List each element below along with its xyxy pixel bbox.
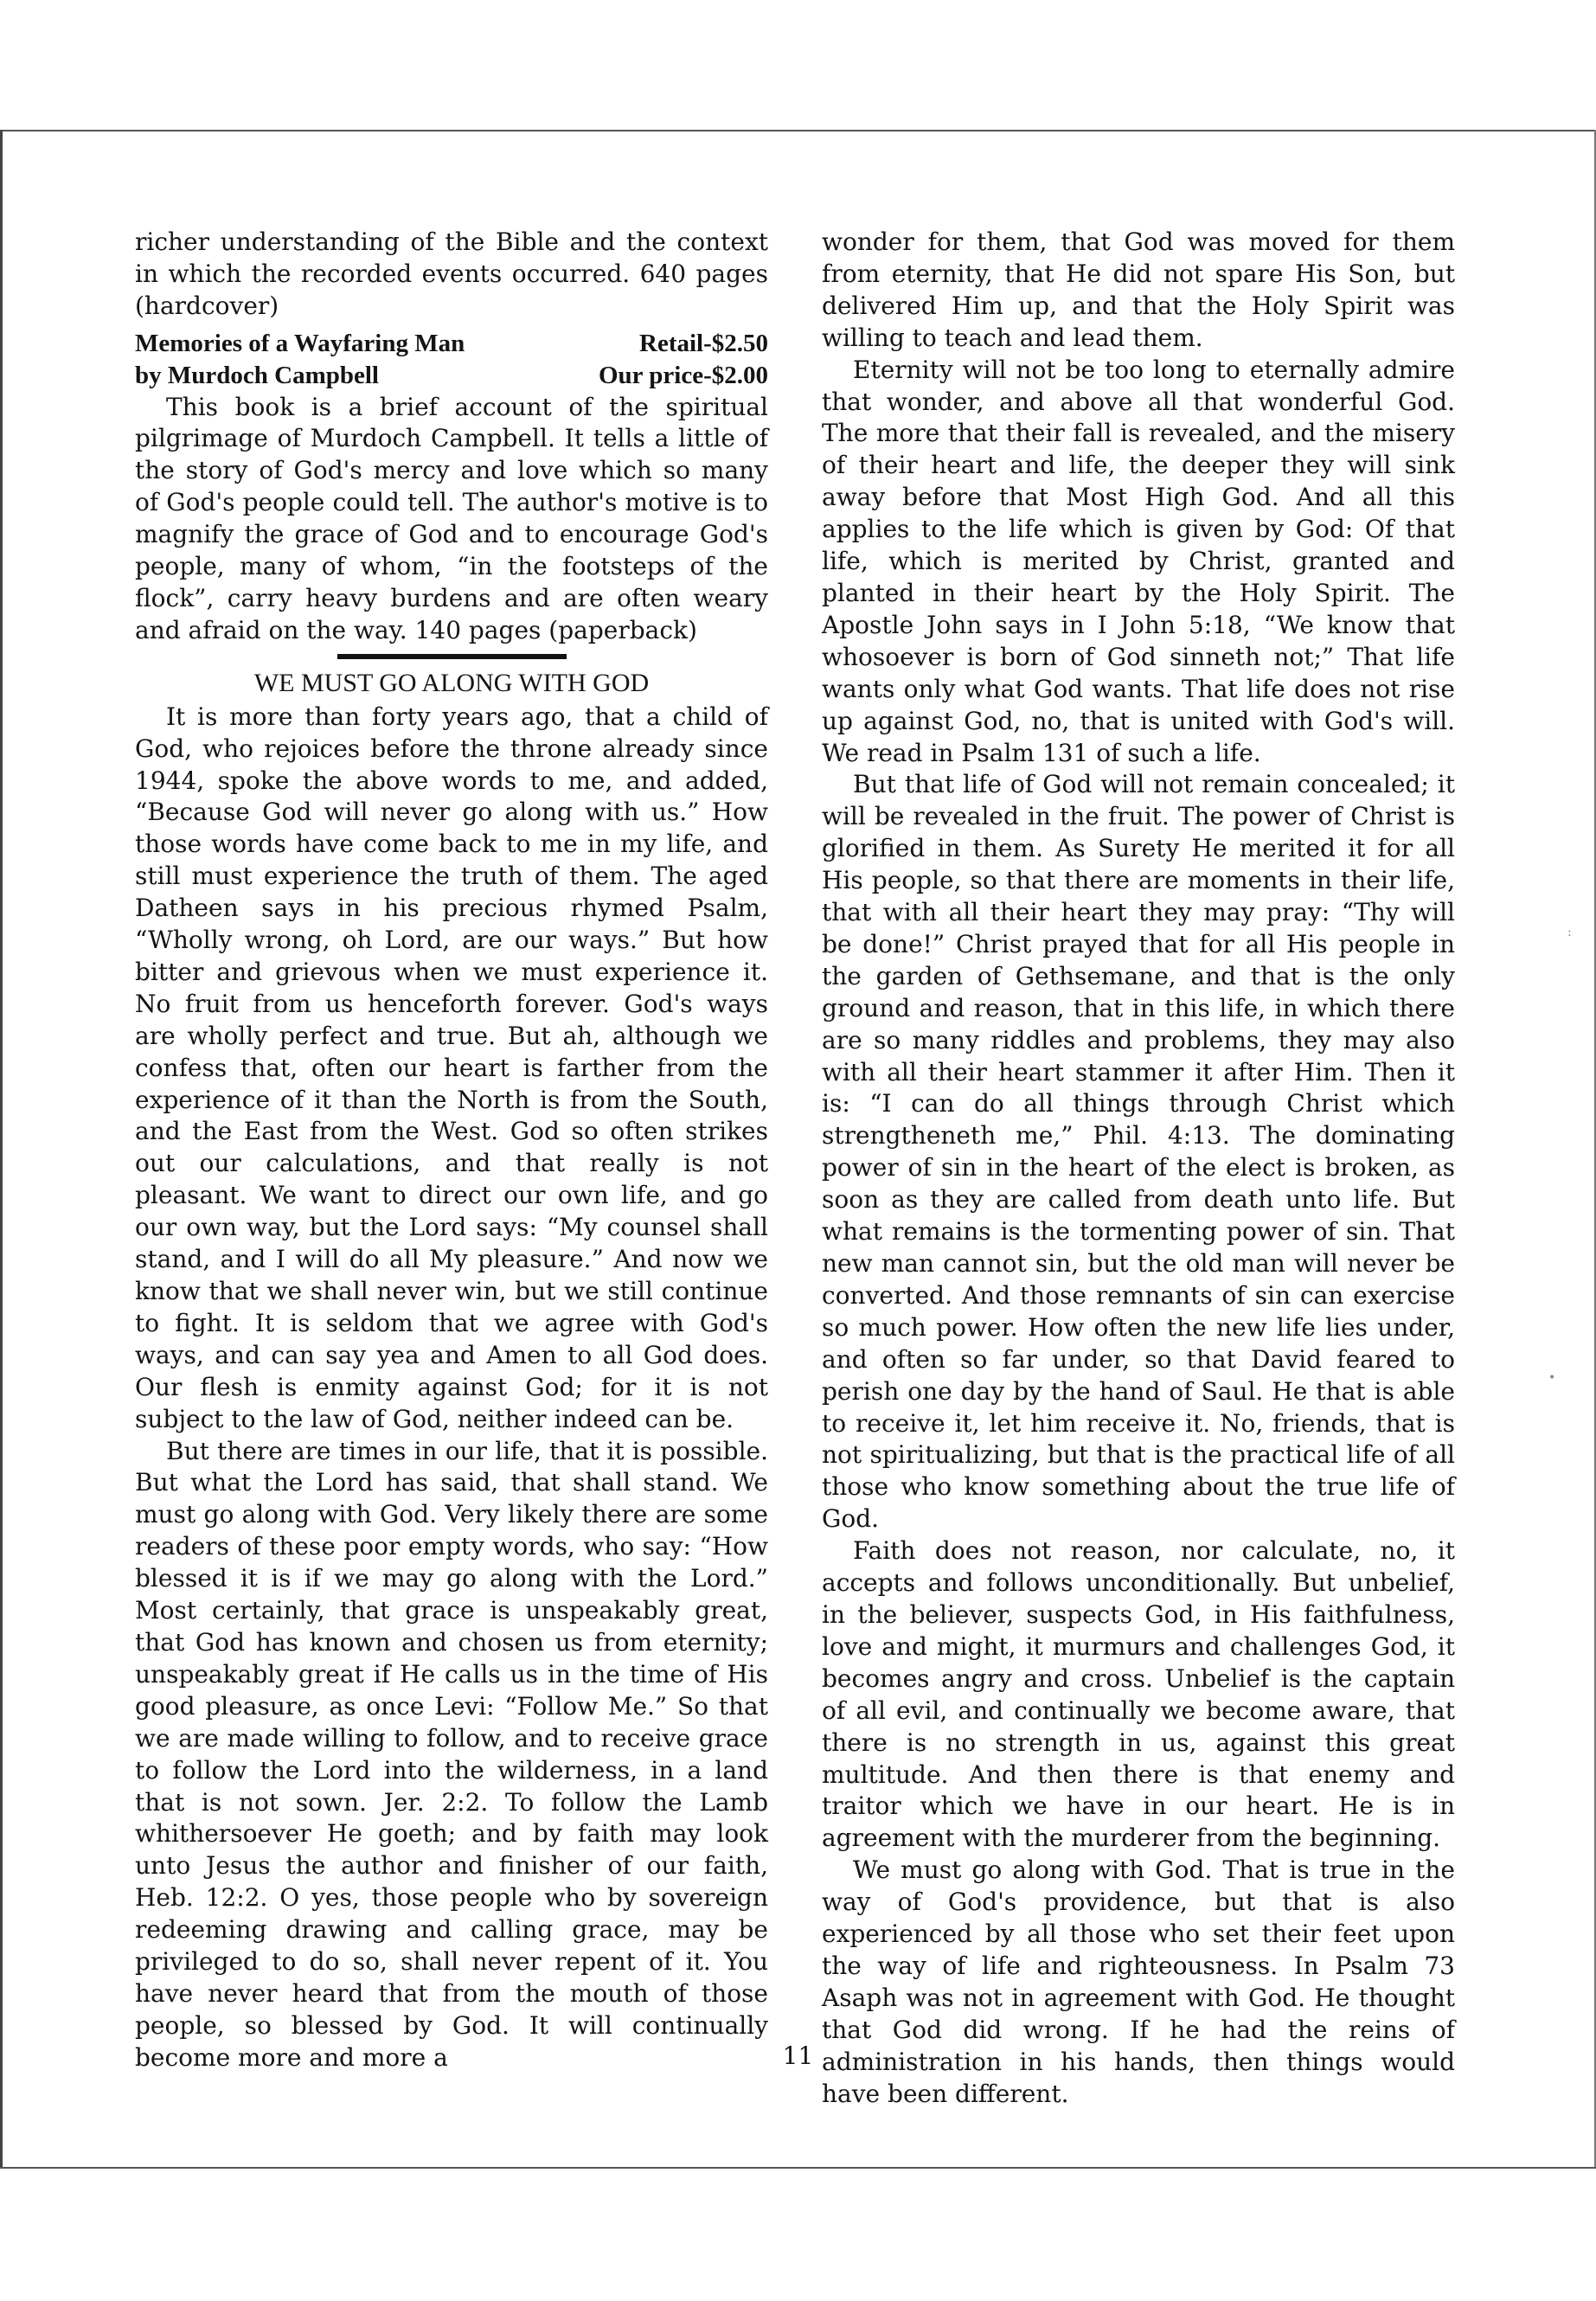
article-paragraph: It is more than forty years ago, that a child of God, who rejoices before the throne already since 1944, spoke the above words to me, and added, “Because God will never go along with us.” How those words have come back to me in my life, and still must experience the truth of them. The aged Datheen says in his precious rhymed Psalm, “Wholly wrong, oh Lord, are our ways.” But how bitter and grievous when we must experience it. No fruit from us henceforth forever. God's ways are wholly perfect and true. But ah, although we confess that, often our heart is farther from the experience of it than the North is from the South, and the East from the West. God so often strikes out our calculations, and that really is not pleasant. We want to direct our own life, and go our own way, but the Lord says: “My counsel shall stand, and I will do all My pleasure.” And now we know that we shall never win, but we still continue to fight. It is seldom that we agree with God's ways, and can say yea and Amen to all God does. Our flesh is enmity against God; for it is not subject to the law of God, neither indeed can be. [135,702,768,1433]
article-title: WE MUST GO ALONG WITH GOD [253,668,650,697]
article-paragraph: Faith does not reason, nor calculate, no, it accepts and follows unconditionally. But unbelief, in the believer, suspects God, in His faithfulness, love and might, it murmurs and challenges God, it becomes angry and cross. Unbelief is the captain of all evil, and continually we become aware, that there is no strength in us, against this great multitude. And then there is that enemy and traitor which we have in our heart. He is in agreement with the murderer from the beginning. [822,1536,1455,1853]
book-title: Memories of a Wayfaring Man [135,329,465,357]
book-author-line [135,360,768,392]
article-paragraph: wonder for them, that God was moved for them from eternity, that He did not spare His Son, but delivered Him up, and that the Holy Spirit was willing to teach and lead them. [822,228,1455,352]
scan-border-top [0,130,1596,131]
scan-edge-left [0,130,3,2167]
book-author: by Murdoch Campbell [135,361,379,389]
section-divider [337,654,567,659]
left-column [135,227,768,2074]
scan-speck: : [1567,926,1572,939]
article-paragraph: Eternity will not be too long to eternally admire that wonder, and above all that wonderful God. The more that their fall is revealed, and the misery of their heart and life, the deeper they will sink away before that Most High God. And all this applies to the life which is given by God: Of that life, which is merited by Christ, granted and planted in their heart by the Holy Spirit. The Apostle John says in I John 5:18, “We know that whosoever is born of God sinneth not;” That life wants only what God wants. That life does not rise up against God, no, that is united with God's will. We read in Psalm 131 of such a life. [822,355,1455,767]
book-retail-price: Retail-$2.50 [639,329,768,357]
scan-speck: • [1548,1371,1556,1385]
article-paragraph: But that life of God will not remain concealed; it will be revealed in the fruit. The power of Christ is glorified in them. As Surety He merited it for all His people, so that there are moments in their life, that with all their heart they may pray: “Thy will be done!” Christ prayed that for all His people in the garden of Gethsemane, and that is the only ground and reason, that in this life, in which there are so many riddles and problems, they may also with all their heart stammer it after Him. Then it is: “I can do all things through Christ which strengtheneth me,” Phil. 4:13. The dominating power of sin in the heart of the elect is broken, as soon as they are called from death unto life. But what remains is the tormenting power of sin. That new man cannot sin, but the old man will never be converted. And those remnants of sin can exercise so much power. How often the new life lies under, and often so far under, so that David feared to perish one day by the hand of Saul. He that is able to receive it, let him receive it. No, friends, that is not spiritualizing, but that is the practical life of all those who know something about the true life of God. [822,770,1455,1534]
article-paragraph: But there are times in our life, that it is possible. But what the Lord has said, that shall stand. We must go along with God. Very likely there are some readers of these poor empty words, who say: “How blessed it is if we may go along with the Lord.” Most certainly, that grace is unspeakably great, that God has known and chosen us from eternity; unspeakably great if He calls us in the time of His good pleasure, as once Levi: “Follow Me.” So that we are made willing to follow, and to receive grace to follow the Lord into the wilderness, in a land that is not sown. Jer. 2:2. To follow the Lamb whithersoever He goeth; and by faith may look unto Jesus the author and finisher of our faith, Heb. 12:2. O yes, those people who by sovereign redeeming drawing and calling grace, may be privileged to do so, shall never repent of it. You have never heard that from the mouth of those people, so blessed by God. It will continually become more and more a [135,1436,768,2072]
book-description: This book is a brief account of the spiritual pilgrimage of Murdoch Campbell. It tells a little of the story of God's mercy and love which so many of God's people could tell. The author's motive is to magnify the grace of God and to encourage God's people, many of whom, “in the footsteps of the flock”, carry heavy burdens and are often weary and afraid on the way. 140 pages (paperback) [135,392,768,644]
book-title-line [135,328,768,360]
page-number: 11 [782,2041,814,2070]
article-paragraph: We must go along with God. That is true in the way of God's providence, but that is also experienced by all those who set their feet upon the way of life and righteousness. In Psalm 73 Asaph was not in agreement with God. He thought that God did wrong. If he had the reins of administration in his hands, then things would have been different. [822,1856,1455,2108]
book-our-price: Our price-$2.00 [599,361,768,389]
scan-border-bottom [0,2167,1596,2169]
right-column [822,227,1455,2110]
intro-paragraph: richer understanding of the Bible and the context in which the recorded events occurred. 640 pages (hardcover) [135,228,768,320]
